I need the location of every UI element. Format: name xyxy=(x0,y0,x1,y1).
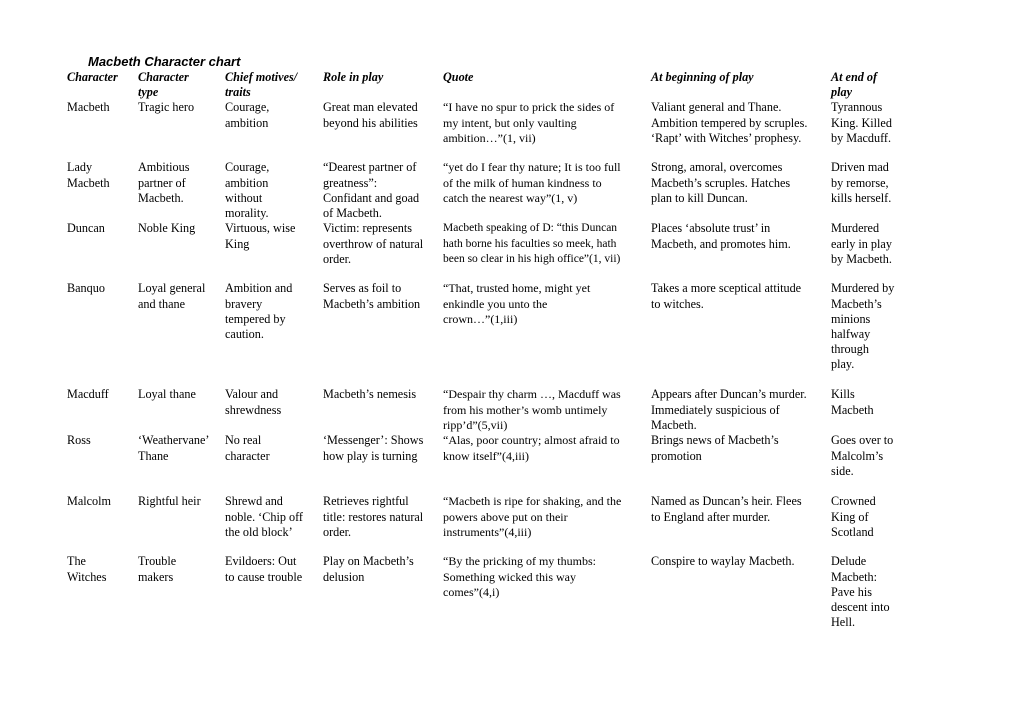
table-row xyxy=(64,387,908,433)
cell-type: Noble King xyxy=(138,221,196,236)
cell-type: Rightful heir xyxy=(138,494,201,509)
table-row xyxy=(64,100,908,160)
cell-end: Tyrannous King. Killed by Macduff. xyxy=(831,100,892,145)
cell-end: Goes over to Malcolm’s side. xyxy=(831,433,894,478)
cell-beginning: Appears after Duncan’s murder. Immediately suspicious of Macbeth. xyxy=(651,387,807,432)
cell-quote: “Despair thy charm …, Macduff was from his mother’s womb untimely ripp’d”(5,vii) xyxy=(443,387,621,432)
cell-quote: “That, trusted home, might yet enkindle you unto the crown…”(1,iii) xyxy=(443,281,591,326)
cell-end: Crowned King of Scotland xyxy=(831,494,876,539)
cell-type: ‘Weathervane’ Thane xyxy=(138,433,210,463)
cell-role: ‘Messenger’: Shows how play is turning xyxy=(323,433,424,463)
cell-motives: Virtuous, wise King xyxy=(225,221,296,251)
cell-character: Macduff xyxy=(67,387,109,402)
cell-motives: Courage, ambition xyxy=(225,100,270,130)
cell-beginning: Places ‘absolute trust’ in Macbeth, and promotes him. xyxy=(651,221,791,251)
cell-motives: No real character xyxy=(225,433,270,463)
cell-motives: Shrewd and noble. ‘Chip off the old block’ xyxy=(225,494,303,539)
cell-role: Great man elevated beyond his abilities xyxy=(323,100,418,130)
cell-role: “Dearest partner of greatness”: Confidant and goad of Macbeth. xyxy=(323,160,420,221)
cell-beginning: Conspire to waylay Macbeth. xyxy=(651,554,795,569)
cell-type: Loyal general and thane xyxy=(138,281,206,311)
table-row xyxy=(64,160,908,221)
cell-quote: Macbeth speaking of D: “this Duncan hath borne his faculties so meek, hath been so clear in his high office”(1, vii) xyxy=(443,222,621,265)
cell-type: Tragic hero xyxy=(138,100,195,115)
cell-role: Victim: represents overthrow of natural order. xyxy=(323,221,424,266)
cell-end: Kills Macbeth xyxy=(831,387,874,417)
cell-character: Duncan xyxy=(67,221,105,236)
cell-quote: “Alas, poor country; almost afraid to know itself”(4,iii) xyxy=(443,433,620,463)
cell-character: Macbeth xyxy=(67,100,110,115)
cell-end: Murdered by Macbeth’s minions halfway through play. xyxy=(831,281,895,372)
cell-type: Ambitious partner of Macbeth. xyxy=(138,160,190,205)
cell-quote: “I have no spur to prick the sides of my intent, but only vaulting ambition…”(1, vii) xyxy=(443,100,615,145)
character-table xyxy=(64,70,908,634)
cell-type: Loyal thane xyxy=(138,387,196,402)
cell-beginning: Strong, amoral, overcomes Macbeth’s scruples. Hatches plan to kill Duncan. xyxy=(651,160,791,205)
table-row xyxy=(64,221,908,281)
cell-role: Serves as foil to Macbeth’s ambition xyxy=(323,281,421,311)
cell-quote: “By the pricking of my thumbs: Something wicked this way comes”(4,i) xyxy=(443,554,596,599)
header-role-in-play: Role in play xyxy=(323,70,384,84)
cell-beginning: Brings news of Macbeth’s promotion xyxy=(651,433,779,463)
cell-quote: “Macbeth is ripe for shaking, and the powers above put on their instruments”(4,iii) xyxy=(443,494,622,539)
cell-beginning: Takes a more sceptical attitude to witches. xyxy=(651,281,802,311)
cell-role: Retrieves rightful title: restores natural order. xyxy=(323,494,424,539)
table-row xyxy=(64,554,908,634)
table-row xyxy=(64,494,908,554)
cell-end: Delude Macbeth: Pave his descent into Hell. xyxy=(831,554,890,630)
page-title: Macbeth Character chart xyxy=(88,54,241,69)
cell-end: Driven mad by remorse, kills herself. xyxy=(831,160,892,205)
cell-beginning: Named as Duncan’s heir. Flees to England after murder. xyxy=(651,494,802,524)
header-row xyxy=(64,70,908,100)
cell-motives: Ambition and bravery tempered by caution. xyxy=(225,281,293,342)
cell-motives: Valour and shrewdness xyxy=(225,387,282,417)
header-character-type: Character type xyxy=(138,70,189,100)
cell-role: Play on Macbeth’s delusion xyxy=(323,554,414,584)
cell-role: Macbeth’s nemesis xyxy=(323,387,417,402)
table-row xyxy=(64,433,908,494)
cell-character: Banquo xyxy=(67,281,105,296)
cell-character: The Witches xyxy=(67,554,107,584)
table-row xyxy=(64,281,908,387)
header-at-end: At end of play xyxy=(831,70,878,100)
header-chief-motives: Chief motives/ traits xyxy=(225,70,298,100)
cell-quote: “yet do I fear thy nature; It is too full of the milk of human kindness to catch the nearest way”(1, v) xyxy=(443,160,621,205)
cell-character: Ross xyxy=(67,433,91,448)
header-quote: Quote xyxy=(443,70,474,84)
cell-beginning: Valiant general and Thane. Ambition tempered by scruples. ‘Rapt’ with Witches’ prophesy. xyxy=(651,100,808,145)
cell-character: Malcolm xyxy=(67,494,112,509)
header-character: Character xyxy=(67,70,118,84)
cell-type: Trouble makers xyxy=(138,554,177,584)
cell-character: Lady Macbeth xyxy=(67,160,110,190)
header-at-beginning: At beginning of play xyxy=(651,70,754,84)
cell-end: Murdered early in play by Macbeth. xyxy=(831,221,892,266)
cell-motives: Evildoers: Out to cause trouble xyxy=(225,554,303,584)
cell-motives: Courage, ambition without morality. xyxy=(225,160,270,221)
